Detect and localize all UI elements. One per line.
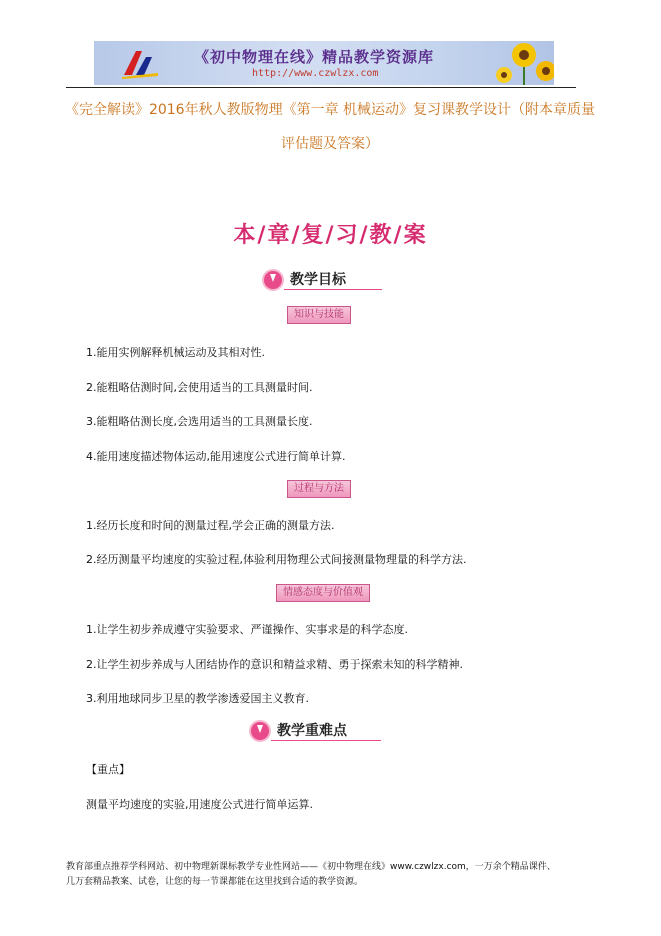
arrow-down-icon [249, 720, 271, 742]
footer-line: 几万套精品教案、试卷，让您的每一节课都能在这里找到合适的教学资源。 [66, 877, 364, 887]
heading-underline [284, 289, 382, 290]
knowledge-item: 3.能粗略估测长度,会选用适当的工具测量长度. [86, 415, 313, 428]
sunflower-icon [474, 41, 554, 85]
knowledge-item: 1.能用实例解释机械运动及其相对性. [86, 346, 265, 359]
knowledge-item: 2.能粗略估测时间,会使用适当的工具测量时间. [86, 381, 313, 394]
process-item: 2.经历测量平均速度的实验过程,体验利用物理公式间接测量物理量的科学方法. [86, 553, 467, 566]
goals-heading-text: 教学目标 [290, 272, 346, 288]
banner-url[interactable]: http://www.czwlzx.com [252, 68, 379, 79]
focus-label: 【重点】 [86, 763, 130, 776]
emotion-item: 1.让学生初步养成遵守实验要求、严谨操作、实事求是的科学态度. [86, 623, 408, 636]
process-tag: 过程与方法 [287, 480, 351, 498]
key-points-heading [249, 720, 383, 742]
footer [66, 860, 596, 890]
section-title: 本/章/复/习/教/案 [233, 223, 428, 248]
footer-line: 教育部重点推荐学科网站、初中物理新课标教学专业性网站——《初中物理在线》www.czwlzx.com，一万余个精品课件、 [66, 862, 556, 872]
document-title: 《完全解读》2016年秋人教版物理《第一章 机械运动》复习课教学设计（附本章质量评估题及答案） [64, 102, 596, 152]
arrow-down-icon [262, 269, 284, 291]
process-item: 1.经历长度和时间的测量过程,学会正确的测量方法. [86, 519, 335, 532]
heading-underline [271, 740, 381, 741]
emotion-item: 3.利用地球同步卫星的教学渗透爱国主义教育. [86, 692, 309, 705]
header-banner [94, 41, 554, 85]
banner-title: 《初中物理在线》精品教学资源库 [194, 48, 435, 66]
goals-heading [262, 269, 382, 291]
focus-text: 测量平均速度的实验,用速度公式进行简单运算. [86, 798, 313, 811]
knowledge-item: 4.能用速度描述物体运动,能用速度公式进行简单计算. [86, 450, 346, 463]
key-points-heading-text: 教学重难点 [277, 723, 347, 739]
header-rule [66, 87, 576, 88]
site-logo-icon [120, 47, 160, 79]
knowledge-tag: 知识与技能 [287, 306, 351, 324]
emotion-item: 2.让学生初步养成与人团结协作的意识和精益求精、勇于探索未知的科学精神. [86, 658, 463, 671]
emotion-tag: 情感态度与价值观 [276, 584, 370, 602]
